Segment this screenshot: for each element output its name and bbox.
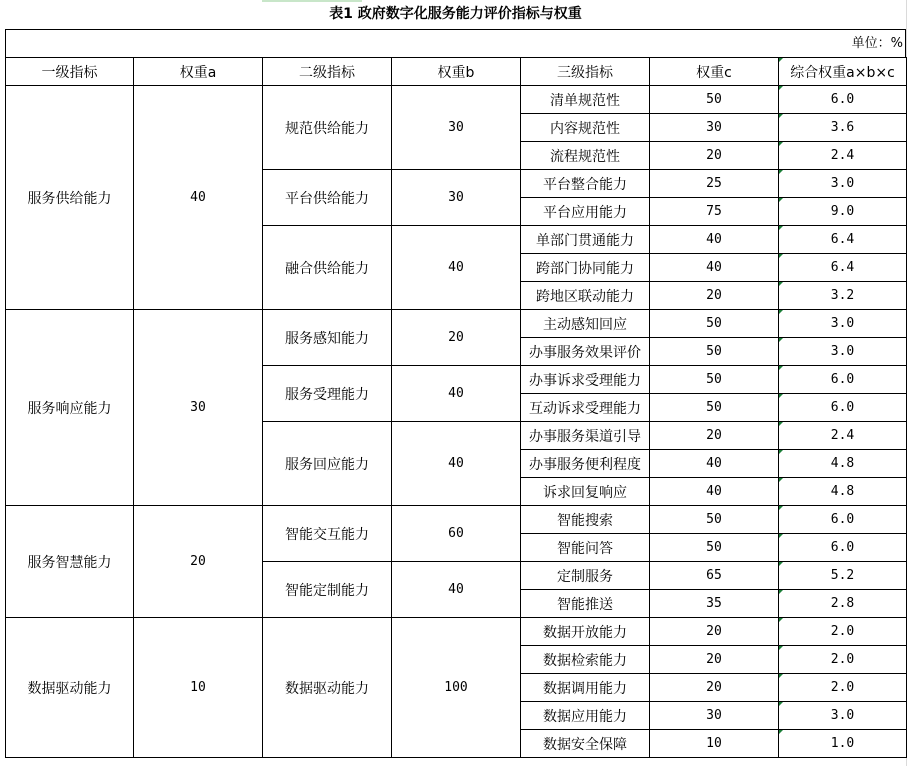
weight-c-cell[interactable]: 65 (650, 562, 779, 590)
combined-weight-cell[interactable]: 4.8 (779, 450, 907, 478)
weight-b-cell[interactable]: 100 (392, 618, 521, 758)
weight-b-cell[interactable]: 40 (392, 422, 521, 506)
level2-indicator-cell[interactable]: 规范供给能力 (263, 86, 392, 170)
level1-indicator-cell[interactable]: 数据驱动能力 (6, 618, 134, 758)
weight-c-cell[interactable]: 35 (650, 590, 779, 618)
level1-indicator-cell[interactable]: 服务供给能力 (6, 86, 134, 310)
weight-b-cell[interactable]: 30 (392, 170, 521, 226)
level2-indicator-cell[interactable]: 数据驱动能力 (263, 618, 392, 758)
level3-indicator-cell[interactable]: 智能搜索 (521, 506, 650, 534)
level2-indicator-cell[interactable]: 服务感知能力 (263, 310, 392, 366)
combined-weight-cell[interactable]: 6.0 (779, 394, 907, 422)
weight-c-cell[interactable]: 20 (650, 422, 779, 450)
table-row (6, 506, 907, 534)
level3-indicator-cell[interactable]: 平台整合能力 (521, 170, 650, 198)
table-title[interactable]: 表1 政府数字化服务能力评价指标与权重 (5, 0, 906, 30)
header-cell[interactable]: 二级指标 (263, 58, 392, 86)
weight-c-cell[interactable]: 40 (650, 450, 779, 478)
weight-b-cell[interactable]: 30 (392, 86, 521, 170)
level1-indicator-cell[interactable]: 服务智慧能力 (6, 506, 134, 618)
level3-indicator-cell[interactable]: 办事服务便利程度 (521, 450, 650, 478)
weight-c-cell[interactable]: 20 (650, 142, 779, 170)
combined-weight-cell[interactable]: 3.0 (779, 338, 907, 366)
weight-c-cell[interactable]: 20 (650, 646, 779, 674)
level3-indicator-cell[interactable]: 办事服务效果评价 (521, 338, 650, 366)
weight-a-cell[interactable]: 30 (134, 310, 263, 506)
level3-indicator-cell[interactable]: 互动诉求受理能力 (521, 394, 650, 422)
weight-c-cell[interactable]: 50 (650, 310, 779, 338)
level3-indicator-cell[interactable]: 数据开放能力 (521, 618, 650, 646)
weight-c-cell[interactable]: 50 (650, 394, 779, 422)
weight-c-cell[interactable]: 50 (650, 366, 779, 394)
table-row (6, 86, 907, 114)
weight-c-cell[interactable]: 75 (650, 198, 779, 226)
weight-b-cell[interactable]: 40 (392, 366, 521, 422)
level3-indicator-cell[interactable]: 单部门贯通能力 (521, 226, 650, 254)
level3-indicator-cell[interactable]: 数据调用能力 (521, 674, 650, 702)
level2-indicator-cell[interactable]: 平台供给能力 (263, 170, 392, 226)
level2-indicator-cell[interactable]: 融合供给能力 (263, 226, 392, 310)
header-cell[interactable]: 权重c (650, 58, 779, 86)
combined-weight-cell[interactable]: 3.0 (779, 170, 907, 198)
combined-weight-cell[interactable]: 6.0 (779, 366, 907, 394)
combined-weight-cell[interactable]: 2.4 (779, 422, 907, 450)
unit-label[interactable]: 单位：% (5, 29, 906, 57)
combined-weight-cell[interactable]: 6.0 (779, 534, 907, 562)
level3-indicator-cell[interactable]: 数据检索能力 (521, 646, 650, 674)
weight-c-cell[interactable]: 50 (650, 338, 779, 366)
weight-a-cell[interactable]: 20 (134, 506, 263, 618)
weight-b-cell[interactable]: 60 (392, 506, 521, 562)
header-cell[interactable]: 三级指标 (521, 58, 650, 86)
level3-indicator-cell[interactable]: 跨地区联动能力 (521, 282, 650, 310)
weight-c-cell[interactable]: 25 (650, 170, 779, 198)
level2-indicator-cell[interactable]: 服务受理能力 (263, 366, 392, 422)
level3-indicator-cell[interactable]: 平台应用能力 (521, 198, 650, 226)
level3-indicator-cell[interactable]: 办事服务渠道引导 (521, 422, 650, 450)
level1-indicator-cell[interactable]: 服务响应能力 (6, 310, 134, 506)
combined-weight-cell[interactable]: 3.0 (779, 702, 907, 730)
combined-weight-cell[interactable]: 5.2 (779, 562, 907, 590)
header-cell[interactable]: 权重a (134, 58, 263, 86)
weight-b-cell[interactable]: 20 (392, 310, 521, 366)
combined-weight-cell[interactable]: 3.0 (779, 310, 907, 338)
weight-c-cell[interactable]: 50 (650, 534, 779, 562)
weight-c-cell[interactable]: 30 (650, 114, 779, 142)
weight-c-cell[interactable]: 20 (650, 282, 779, 310)
weight-c-cell[interactable]: 20 (650, 674, 779, 702)
level3-indicator-cell[interactable]: 内容规范性 (521, 114, 650, 142)
table-row (6, 310, 907, 338)
level3-indicator-cell[interactable]: 主动感知回应 (521, 310, 650, 338)
weight-b-cell[interactable]: 40 (392, 562, 521, 618)
combined-weight-cell[interactable]: 4.8 (779, 478, 907, 506)
weight-c-cell[interactable]: 40 (650, 478, 779, 506)
header-row (6, 58, 907, 86)
combined-weight-cell[interactable]: 6.4 (779, 226, 907, 254)
combined-weight-cell[interactable]: 2.0 (779, 674, 907, 702)
level2-indicator-cell[interactable]: 智能定制能力 (263, 562, 392, 618)
level3-indicator-cell[interactable]: 流程规范性 (521, 142, 650, 170)
combined-weight-cell[interactable]: 3.6 (779, 114, 907, 142)
combined-weight-cell[interactable]: 2.8 (779, 590, 907, 618)
combined-weight-cell[interactable]: 9.0 (779, 198, 907, 226)
weight-c-cell[interactable]: 10 (650, 730, 779, 758)
combined-weight-cell[interactable]: 2.0 (779, 618, 907, 646)
indicator-table (5, 57, 907, 758)
weight-a-cell[interactable]: 40 (134, 86, 263, 310)
weight-c-cell[interactable]: 40 (650, 226, 779, 254)
header-cell[interactable]: 综合权重a×b×c (779, 58, 907, 86)
weight-c-cell[interactable]: 30 (650, 702, 779, 730)
combined-weight-cell[interactable]: 2.0 (779, 646, 907, 674)
level3-indicator-cell[interactable]: 数据安全保障 (521, 730, 650, 758)
level2-indicator-cell[interactable]: 智能交互能力 (263, 506, 392, 562)
level3-indicator-cell[interactable]: 智能问答 (521, 534, 650, 562)
combined-weight-cell[interactable]: 6.0 (779, 86, 907, 114)
table-row (6, 618, 907, 646)
weight-b-cell[interactable]: 40 (392, 226, 521, 310)
level3-indicator-cell[interactable]: 定制服务 (521, 562, 650, 590)
level3-indicator-cell[interactable]: 清单规范性 (521, 86, 650, 114)
level3-indicator-cell[interactable]: 数据应用能力 (521, 702, 650, 730)
weight-c-cell[interactable]: 40 (650, 254, 779, 282)
combined-weight-cell[interactable]: 6.4 (779, 254, 907, 282)
level3-indicator-cell[interactable]: 跨部门协同能力 (521, 254, 650, 282)
combined-weight-cell[interactable]: 2.4 (779, 142, 907, 170)
level2-indicator-cell[interactable]: 服务回应能力 (263, 422, 392, 506)
combined-weight-cell[interactable]: 1.0 (779, 730, 907, 758)
combined-weight-cell[interactable]: 6.0 (779, 506, 907, 534)
level3-indicator-cell[interactable]: 智能推送 (521, 590, 650, 618)
level3-indicator-cell[interactable]: 诉求回复响应 (521, 478, 650, 506)
weight-a-cell[interactable]: 10 (134, 618, 263, 758)
weight-c-cell[interactable]: 50 (650, 86, 779, 114)
combined-weight-cell[interactable]: 3.2 (779, 282, 907, 310)
header-cell[interactable]: 一级指标 (6, 58, 134, 86)
header-cell[interactable]: 权重b (392, 58, 521, 86)
level3-indicator-cell[interactable]: 办事诉求受理能力 (521, 366, 650, 394)
weight-c-cell[interactable]: 50 (650, 506, 779, 534)
weight-c-cell[interactable]: 20 (650, 618, 779, 646)
